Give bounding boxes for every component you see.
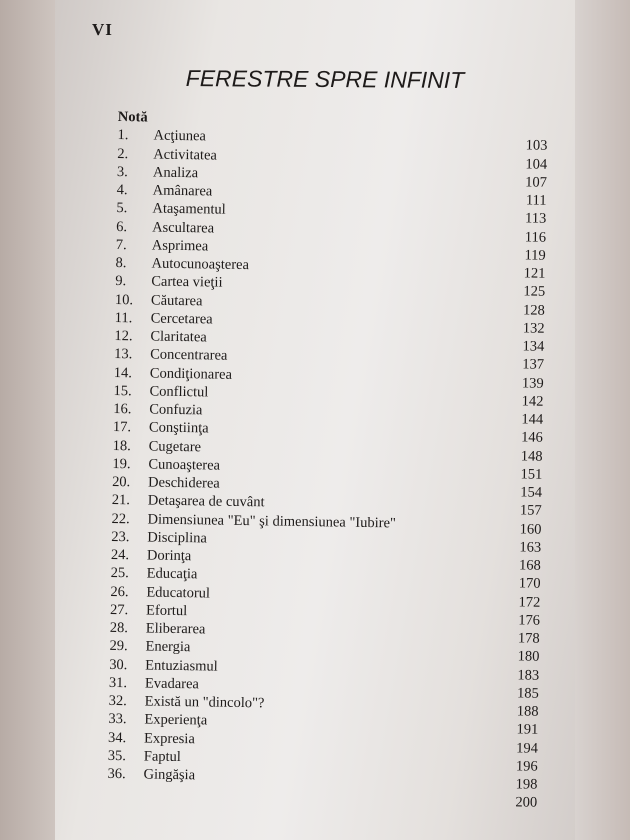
toc-entry-title: Activitatea [153,146,218,164]
toc-entry-title: Ascultarea [152,219,215,237]
toc-entry-title: Amânarea [152,182,213,200]
toc-entry-number: 29. [109,638,128,655]
toc-entry-title: Căutarea [150,292,203,309]
toc-entry-page: 137 [522,356,545,373]
toc-entry-title: Confuzia [149,401,203,419]
toc-entry-page: 172 [518,593,541,611]
toc-entry-title: Faptul [143,748,182,765]
toc-entry-page: 160 [519,520,542,538]
toc-entry-number: 7. [115,236,127,253]
toc-entry-page: 200 [515,794,538,811]
toc-entry-title: Educaţia [146,565,198,583]
toc-entry-title: Detaşarea de cuvânt [147,492,265,511]
toc-entry-number: 23. [111,528,130,545]
toc-entry-title: Cugetare [148,438,202,455]
toc-entry-page: 111 [525,192,547,209]
toc-entry-title: Acţiunea [153,127,207,145]
toc-entry-number: 11. [114,309,133,326]
toc-entry-title: Energia [145,638,191,656]
toc-entry-number: 24. [110,546,130,564]
toc-entry-page: 148 [520,447,543,465]
toc-entry-title: Autocunoaşterea [151,255,250,274]
toc-entry-number: 5. [116,200,128,217]
toc-entry-title: Evadarea [144,675,200,693]
toc-entry-page: 146 [520,429,543,446]
toc-entry-number: 21. [111,492,131,509]
table-of-contents [107,108,548,811]
toc-entry-number: 17. [112,419,132,436]
toc-entry-title: Disciplina [147,529,207,547]
toc-entry-title: Claritatea [150,328,207,346]
toc-entry-title: Experienţa [144,711,208,729]
toc-entry-number: 4. [116,181,128,199]
toc-entry-number: 15. [113,382,132,399]
toc-entry-page: 188 [516,703,539,720]
toc-entry-number: 36. [107,765,126,783]
toc-entry-number: 16. [113,400,132,418]
toc-entry-page: 198 [515,776,538,793]
toc-entry-title: Eliberarea [145,620,206,638]
toc-entry-number: 28. [109,619,129,637]
toc-entry-number: 14. [113,364,133,381]
toc-entry-title: Dimensiunea "Eu" şi dimensiunea "Iubire" [147,511,397,531]
toc-entry-page: 125 [523,283,546,300]
toc-entry-page: 119 [524,247,546,264]
toc-entry-number: 3. [116,163,128,180]
toc-entry-page: 178 [517,630,540,647]
book-spine-shadow [0,0,58,840]
toc-entry-title: Conştiinţa [148,419,209,437]
toc-entry-number: 13. [114,346,133,363]
toc-entry-title: Analiza [152,164,199,182]
toc-entry-page: 128 [523,301,546,319]
toc-entry-page: 157 [519,502,542,519]
toc-entry-number: 25. [110,565,129,582]
toc-entry-page: 180 [517,648,540,665]
toc-entry-page: 185 [516,685,539,702]
section-title: FERESTRE SPRE INFINIT [185,65,465,93]
book-edge-shadow [575,0,630,840]
toc-entry-title: Concentrarea [150,346,228,364]
toc-entry-page: 107 [525,174,548,191]
toc-entry-number: 30. [109,656,128,673]
toc-entry-title: Entuziasmul [145,656,218,675]
toc-entry-page: 134 [522,338,545,355]
toc-entry-number: 19. [112,455,131,472]
toc-entry-number: 1. [117,127,129,144]
toc-entry-page: 151 [520,466,543,483]
toc-entry-number: 8. [115,254,127,272]
toc-entry-title: Cunoaşterea [148,456,221,474]
toc-entry-title: Dorinţa [146,547,192,565]
toc-entry-number: 35. [107,747,127,764]
toc-entry-number: 22. [111,510,130,527]
toc-entry-title: Deschiderea [147,474,220,492]
toc-entry-number: 12. [114,327,133,345]
toc-entry-number: 34. [107,729,127,746]
toc-entry-page: 163 [519,539,542,556]
toc-entry-page: 196 [515,758,538,775]
toc-note-label: Notă [117,108,148,126]
toc-entry-page: 168 [518,557,541,574]
toc-entry-title: Efortul [145,602,188,619]
toc-entry-page: 104 [525,155,548,173]
toc-entry-number: 31. [108,674,128,691]
toc-entry-page: 121 [523,265,546,282]
toc-entry-page: 170 [518,575,541,592]
toc-entry-title: Cercetarea [150,310,213,328]
toc-entry-title: Expresia [143,729,195,747]
toc-entry-title: Ataşamentul [152,200,226,218]
toc-entry-page: 176 [518,612,541,629]
toc-entry-page: 139 [521,374,544,392]
toc-entry-page: 144 [521,411,544,428]
toc-entry-number: 10. [114,291,134,308]
toc-entry-page: 103 [525,137,548,154]
toc-entry-title: Condiţionarea [149,365,233,383]
toc-entry-number: 20. [111,473,131,491]
toc-entry-page: 183 [517,666,540,684]
toc-entry-title: Conflictul [149,383,209,401]
toc-entry-number: 27. [109,601,129,618]
toc-entry-page: 142 [521,393,544,410]
page-number: VI [92,20,113,39]
toc-entry-number: 18. [112,437,131,454]
toc-entry-number: 32. [108,692,127,710]
toc-entry-title: Educatorul [146,584,211,602]
toc-entry-title: Asprimea [151,237,209,255]
toc-entry-number: 33. [108,711,127,728]
toc-entry-title: Există un "dincolo"? [144,693,265,712]
toc-entry-page: 191 [516,721,539,738]
toc-entry-title: Cartea vieţii [151,273,223,291]
toc-entry-page: 194 [516,739,539,757]
toc-entry-page: 154 [520,484,543,501]
toc-entry-page: 113 [524,210,547,227]
toc-entry-page: 116 [524,228,547,246]
toc-entry-number: 6. [116,218,128,235]
toc-entry-page: 132 [522,320,545,337]
toc-entry-number: 26. [110,583,129,600]
toc-entry-number: 2. [117,145,129,162]
toc-entry-title: Gingăşia [143,766,196,784]
toc-entry-number: 9. [115,273,127,290]
